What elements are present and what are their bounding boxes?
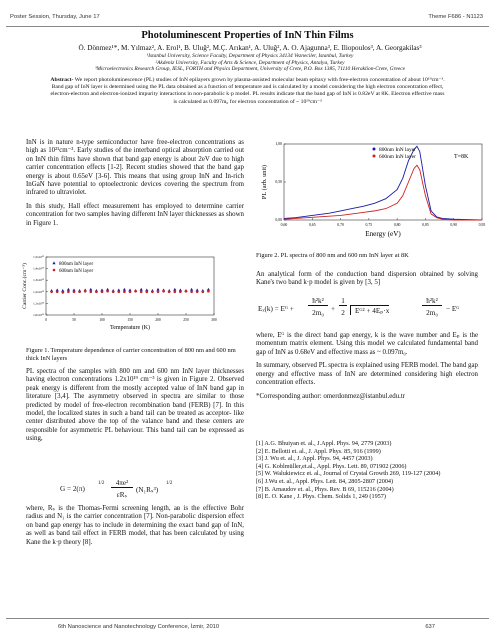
left-column-intro: [26, 139, 244, 233]
abstract-text: We report photoluminescence (PL) studies of InN epilayers grown by plasma-assisted molecular beam epitaxy with free-electron concentration of about 10¹⁹cm⁻³. Band gap of InN layer is determined using the PL data obtained as a function of temperature and is calculated by a model considering the high electron concentration effect, electron-electron and electron-ionized impurity interactions in non-parabolic k·p model. PL results indicate that the band gap of InN is 0.82eV at 8K. Electron effective mass is calculated as 0.097m₀ for electron concentration of ~ 10¹⁹cm⁻³: [50, 77, 445, 105]
fig1-y-axis-label: Carrier Conc.(cm⁻³): [22, 263, 28, 309]
fig1-x-tick-label: 200: [155, 318, 161, 322]
reference-1: [1] A.G. Bhuiyan et. al., J.Appl. Phys. 94, 2779 (2003): [256, 440, 392, 447]
eq-kane-sqrt: Eᴳ² + 4Eₚ·x: [350, 305, 389, 315]
intro-paragraph-1: InN is in nature n-type semiconductor have free-electron concentrations as high as 10²¹cm⁻³. Early studies of the interband optical absorption carried out on InN thin films have shown that band gap energy is about 2eV due to high carrier concentration effects [1-2]. Recent studies showed that the band gap energy is about 0.65eV [3-6]. This means that using group InN and In-rich InGaN have potential to optoelectronic devices covering the spectrum from infrared to ultraviolet.: [26, 139, 244, 197]
reference-2: [2] E. Bellotti et. al., J. Appl. Phys. 85, 916 (1999): [256, 447, 381, 455]
eq-kane-half-den: 2: [341, 309, 345, 317]
fig1-data-point-circle: [190, 291, 193, 294]
header-right: Theme F686 - N1123: [428, 14, 483, 20]
eq-g-den: εRₛ: [116, 491, 128, 499]
abstract-label: Abstract-: [50, 77, 74, 83]
fig2-y-tick-label: 0,50: [275, 180, 282, 184]
fig2-x-tick-label: 0,65: [308, 223, 316, 227]
fig2-x-tick-label: 0,90: [450, 223, 458, 227]
reference-4: [4] G. Koblmüller,et.al., Appl. Phys. Lett. 89, 071902 (2006): [256, 462, 407, 470]
fig2-x-axis-label: Energy (eV): [365, 230, 401, 238]
fig2-y-axis-label: PL (arb. unit): [261, 164, 268, 200]
right-column-body: [256, 332, 478, 407]
footer-rule: [6, 618, 489, 619]
fig1-x-tick-label: 150: [127, 318, 133, 322]
fig1-data-point-triangle: [67, 288, 70, 291]
fig1-data-point-circle: [106, 290, 109, 293]
eq-g-rhs-sup: 1/2: [166, 481, 173, 486]
reference-5: [5] W. Walukiewicz et. al., Journal of Crystal Growth 269, 119-127 (2004): [256, 470, 441, 478]
fig1-y-tick-label: 1,5x10¹⁹: [33, 255, 44, 259]
fig1-x-tick-label: 300: [211, 318, 217, 322]
fig1-x-tick-label: 0: [45, 318, 47, 322]
fig2-x-tick-label: 0,75: [365, 223, 373, 227]
fig1-y-tick-label: 1,3x10¹⁹: [33, 278, 44, 283]
left-column-body-2: [26, 505, 244, 552]
right-paragraph-2: where, Eᴳ is the direct band gap energy, k is the wave number and Eₚ is the momentum matrix element. Using this model we calculated fundamental band gap of InN as 0.68eV and effective mass as ~ 0.097m₀.: [256, 332, 478, 356]
fig1-data-point-circle: [168, 291, 171, 294]
fig2-x-tick-label: 0,85: [422, 223, 429, 227]
affiliations: [20, 53, 480, 73]
eq-g-lhs: G = 2(π): [60, 485, 85, 493]
fig1-data-point-circle: [50, 291, 53, 294]
fig1-data-point-circle: [95, 291, 98, 294]
right-paragraph-1: An analytical form of the conduction band dispersion obtained by solving Kane's two band k·p model is given by [3, 5]: [256, 271, 478, 287]
fig1-y-tick-label: 1,4x10¹⁹: [33, 266, 44, 271]
fig2-legend-marker: [373, 148, 376, 151]
fig1-data-point-triangle: [123, 288, 126, 291]
fig1-data-point-circle: [118, 291, 121, 294]
body-paragraph-1: PL spectra of the samples with 800 nm and 600 nm InN layer thicknesses having electron concentrations 1.2x10¹⁹ cm⁻³ is given in Figure 2. Observed peak energy is different from the mostly accepted value of InN band gap in literature [3,4]. The asymmetry observed in spectra are similar to those predicted by model of free-electron recombination band (FERB) [7]. In this model, the localized states in such a band tail can be treated as acceptor- like center distributed above the top of the valance band and these centers are responsible for asymmetric PL behaviour. This band tail can be expressed as using,: [26, 368, 244, 443]
fig1-y-tick-label: 1,2x10¹⁹: [33, 289, 44, 294]
fig1-x-tick-label: 50: [72, 318, 76, 322]
fig1-data-point-circle: [56, 291, 59, 294]
author-list: Ö. Dönmez¹*, M. Yılmaz², A. Erol¹, B. Uluğ², M.Ç. Arıkan¹, A. Uluğ², A. O. Ajagunna³, E. Iliopoulos³, A. Georgakilas³: [78, 44, 422, 52]
eq-kane-f2-den: 2m₀: [426, 309, 438, 317]
fig1-data-point-circle: [134, 290, 137, 293]
fig1-data-point-circle: [151, 291, 154, 294]
figure-1-caption: Figure 1. Temperature dependence of carrier concentration of 800 nm and 600 nm thick InN layers: [26, 347, 236, 362]
fig1-data-point-circle: [174, 291, 177, 294]
fig1-data-point-triangle: [140, 288, 143, 291]
footer-page-number: 637: [425, 624, 435, 630]
fig2-legend-marker: [373, 155, 376, 158]
fig2-x-tick-label: 0,80: [393, 223, 401, 227]
fig1-data-point-circle: [123, 291, 126, 294]
header-rule: [6, 26, 489, 27]
left-column-body: [26, 368, 244, 449]
eq-kane-f1-den: 2m₀: [312, 309, 324, 317]
fig1-data-point-circle: [78, 291, 81, 294]
header-left: Poster Session, Thursday, June 17: [10, 14, 100, 20]
fig1-legend-label: 600nm InN layer: [59, 268, 94, 274]
affiliation-2: ²Akdeniz University, Faculty of Arts & Science, Department of Physics, Antalya, Turkey: [155, 59, 345, 66]
fig1-data-point-triangle: [190, 288, 193, 291]
fig1-data-point-circle: [84, 290, 87, 293]
fig1-legend-marker: [53, 269, 56, 272]
fig1-data-point-circle: [157, 291, 160, 294]
figure-2-pl-spectra-chart: [254, 140, 490, 244]
equation-kane-dispersion: Eₓ(k) = Eᴳ + ħ²k² 2m₀ + 1 2 Eᴳ² + 4Eₚ·x ħ²k² 2m₀ − Eᴳ: [258, 297, 460, 317]
fig1-data-point-triangle: [173, 288, 176, 291]
fig1-data-point-circle: [73, 291, 76, 294]
fig2-x-tick-label: 0,60: [280, 223, 288, 227]
eq-kane-half-num: 1: [339, 297, 347, 306]
fig1-data-point-circle: [207, 290, 210, 293]
fig1-data-point-circle: [90, 291, 93, 294]
eq-g-num: 4πe²: [111, 479, 133, 488]
fig1-data-point-circle: [140, 291, 143, 294]
fig2-x-tick-label: 0,70: [337, 223, 344, 227]
eq-kane-f2-num: ħ²k²: [422, 297, 442, 306]
fig1-x-axis-label: Temperature (K): [109, 325, 151, 331]
fig2-y-tick-label: 0,00: [275, 218, 282, 222]
fig2-temperature-annotation: T=8K: [454, 154, 469, 160]
abstract: [50, 77, 445, 106]
reference-3: [3] J. Wu et. al., J. Appl. Phys. 94, 4457 (2003): [256, 455, 373, 463]
intro-paragraph-2: In this study, Hall effect measurement has employed to determine carrier concentration for two samples having different InN layer thicknesses as shown in Figure 1.: [26, 202, 244, 227]
references: [256, 440, 486, 501]
eq-g-rhs: (N₁Rₛ³): [136, 486, 159, 494]
eq-kane-lhs: Eₓ(k) = Eᴳ +: [258, 305, 294, 313]
fig1-data-point-circle: [101, 291, 104, 294]
fig1-data-point-circle: [112, 291, 115, 294]
footer-left: 6th Nanoscience and Nanotechnology Conference, İzmir, 2010: [58, 624, 220, 630]
fig1-data-point-circle: [62, 291, 65, 294]
figure-1-carrier-conc-chart: [18, 253, 250, 339]
reference-8: [8] E. O. Kane , J. Phys. Chem. Solids 1, 249 (1957): [256, 493, 386, 501]
paper-title: Photoluminescent Properties of InN Thin Films: [141, 30, 354, 41]
affiliation-3: ³Microelectronics Research Group, IESL, FORTH and Physics Department, University of Crete, P.O. Box 1385, 71110 Heraklion-Crete, Greece: [94, 66, 406, 72]
fig1-x-tick-label: 100: [99, 318, 105, 322]
body-paragraph-2: where, Rₛ is the Thomas-Fermi screening length, aʙ is the effective Bohr radius and N₁ is the carrier concentration [7]. Non-parabolic dispersion effect on band gap energy has to include in determining the exact band gap of InN, as well as band tail effect in FERB model, that has been calculated by using Kane the k·p theory [8].: [26, 505, 244, 546]
fig1-x-tick-label: 250: [183, 318, 189, 322]
correspondence: *Corresponding author: omerdonmez@istanbul.edu.tr: [256, 393, 406, 401]
fig1-data-point-circle: [202, 291, 205, 294]
fig1-y-tick-label: 1,0x10¹⁹: [33, 313, 44, 317]
fig1-data-point-circle: [185, 290, 188, 293]
fig2-legend-label: 600nm InN layer: [379, 153, 416, 160]
eq-kane-f1-num: ħ²k²: [308, 297, 328, 306]
fig1-data-point-triangle: [89, 288, 92, 291]
fig1-data-point-circle: [179, 291, 182, 294]
fig1-data-point-circle: [146, 291, 149, 294]
fig2-legend-label: 800nm InN layer: [379, 146, 416, 153]
fig1-data-point-circle: [196, 291, 199, 294]
reference-6: [6] J.Wu et. al., Appl. Phys. Lett. 84, 2805-2807 (2004): [256, 477, 394, 485]
fig2-y-tick-label: 1,00: [275, 142, 282, 146]
fig2-series-line: [284, 165, 482, 220]
fig2-x-tick-label: 0,95: [478, 223, 486, 227]
fig1-legend-marker: [52, 261, 55, 264]
reference-7: [7] B. Arnaudov et. al., Phys. Rev. B 69, 115216 (2004): [256, 485, 394, 493]
fig1-data-point-triangle: [156, 288, 159, 291]
affiliation-1: ¹Istanbul University, Science Faculty, Department of Physics 34134 Vezneciler, Istanbul, Turkey: [146, 53, 354, 59]
eq-kane-end: − Eᴳ: [446, 305, 460, 313]
fig1-legend-label: 800nm InN layer: [59, 261, 94, 267]
fig1-data-point-circle: [162, 290, 165, 293]
figure-2-caption: Figure 2. PL spectra of 800 nm and 600 nm InN layer at 8K: [256, 252, 409, 259]
right-column-p1: [256, 271, 478, 293]
fig1-y-tick-label: 1,1x10¹⁹: [33, 301, 44, 306]
right-paragraph-3: In summary, observed PL spectra is explained using FERB model. The band gap energy and effective mass of InN are determined considering high electron concentration effects.: [256, 362, 478, 387]
fig1-data-point-circle: [129, 291, 132, 294]
equation-band-tail: [60, 479, 240, 501]
fig1-data-point-circle: [67, 291, 70, 294]
eq-g-sup: 1/2: [98, 481, 105, 486]
